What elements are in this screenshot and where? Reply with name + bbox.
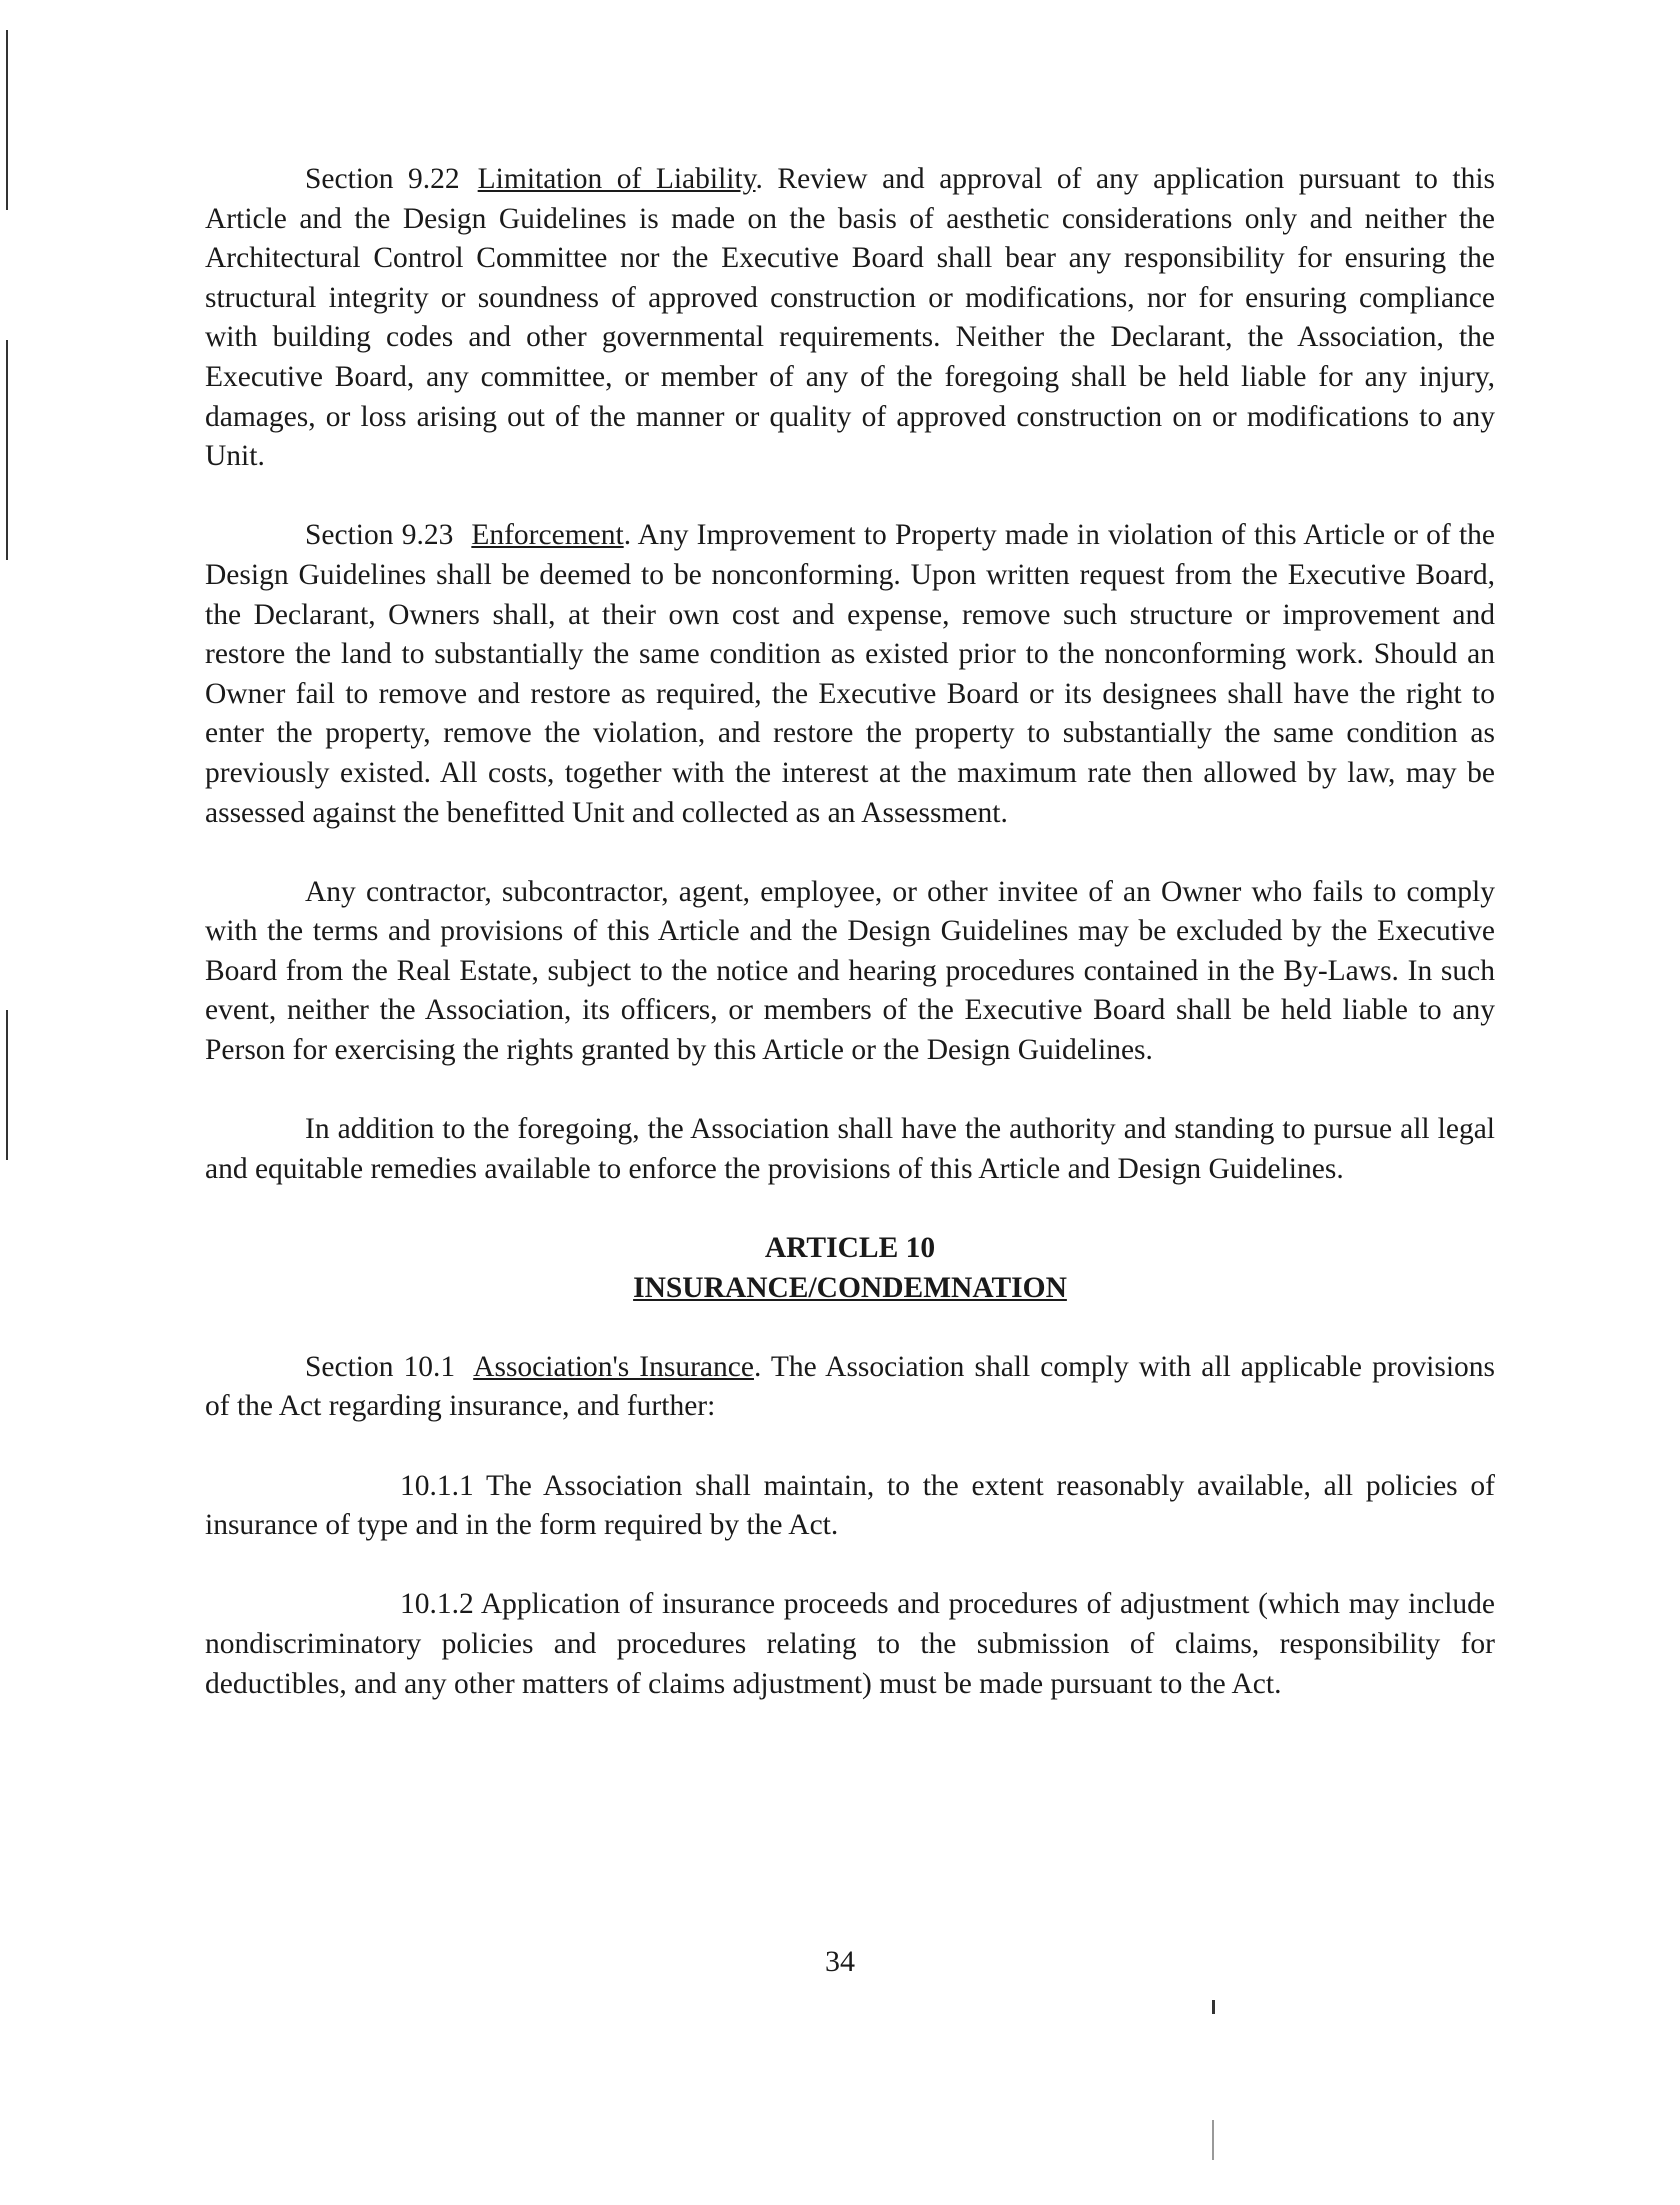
section-title: Enforcement	[471, 519, 624, 552]
spacer	[205, 1308, 1495, 1348]
section-9-22	[205, 160, 1495, 477]
subsection-10-1-1	[205, 1467, 1495, 1546]
scan-artifact-line	[6, 340, 8, 560]
scan-artifact-line	[6, 30, 8, 210]
scan-artifact-dot	[1212, 2000, 1215, 2014]
section-title: Limitation of Liability	[477, 163, 756, 195]
article-title: INSURANCE/CONDEMNATION	[633, 1271, 1067, 1304]
article-number: ARTICLE 10	[764, 1232, 936, 1265]
section-label: Section 9.22	[305, 163, 460, 195]
paragraph-contractors: Any contractor, subcontractor, agent, employee, or other invitee of an Owner who fails to comply with the terms and provisions of this Article and the Design Guidelines may be excluded by the Executive Board from the Real Estate, subject to the notice and hearing procedures contained in the By-Laws. In such event, neither the Association, its officers, or members of the Executive Board shall be held liable to any Person for exercising the rights granted by this Article or the Design Guidelines.	[205, 875, 1495, 1067]
section-label: Section 10.1	[305, 1350, 456, 1383]
section-body: . Review and approval of any application pursuant to this Article and the Design Guidelines is made on the basis of aesthetic considerations only and neither the Architectural Control Committee nor the Executive Board shall bear any responsibility for ensuring the structural integrity or soundness of approved construction or modifications, nor for ensuring compliance with building codes and other governmental requirements. Neither the Declarant, the Association, the Executive Board, any committee, or member of any of the foregoing shall be held liable for any injury, damages, or loss arising out of the manner or quality of approved construction on or modifications to any Unit.	[205, 163, 1495, 473]
spacer	[205, 1189, 1495, 1229]
section-label: Section 9.23	[305, 519, 454, 552]
spacer	[205, 1546, 1495, 1586]
spacer	[205, 477, 1495, 517]
page-number: 34	[825, 1945, 855, 1978]
paragraph-addition: In addition to the foregoing, the Association shall have the authority and standing to pursue all legal and equitable remedies available to enforce the provisions of this Article and Design Guidelines.	[205, 1113, 1495, 1185]
subsection-body: Application of insurance proceeds and procedures of adjustment (which may include nondiscriminatory policies and procedures relating to the submission of claims, responsibility for deductibles, and any other matters of claims adjustment) must be made pursuant to the Act.	[205, 1588, 1496, 1700]
page-content	[205, 160, 1495, 1704]
subsection-label: 10.1.1	[400, 1469, 474, 1502]
spacer	[205, 1071, 1495, 1111]
section-title: Association's Insurance	[473, 1350, 754, 1383]
section-10-1	[205, 1348, 1495, 1427]
spacer	[205, 1427, 1495, 1467]
scan-artifact-dot	[1212, 2120, 1214, 2160]
spacer	[205, 833, 1495, 873]
subsection-body: The Association shall maintain, to the extent reasonably available, all policies of insurance of type and in the form required by the Act.	[205, 1469, 1496, 1542]
section-9-23	[205, 516, 1495, 833]
scan-artifact-line	[6, 1010, 8, 1160]
subsection-10-1-2	[205, 1585, 1495, 1704]
section-body: . The Association shall comply with all applicable provisions of the Act regarding insurance, and further:	[205, 1350, 1495, 1423]
subsection-label: 10.1.2	[400, 1588, 474, 1621]
section-body: . Any Improvement to Property made in violation of this Article or of the Design Guidelines shall be deemed to be nonconforming. Upon written request from the Executive Board, the Declarant, Owners shall, at their own cost and expense, remove such structure or improvement and restore the land to substantially the same condition as existed prior to the nonconforming work. Should an Owner fail to remove and restore as required, the Executive Board or its designees shall have the right to enter the property, remove the violation, and restore the property to substantially the same condition as previously existed. All costs, together with the interest at the maximum rate then allowed by law, may be assessed against the benefitted Unit and collected as an Assessment.	[205, 519, 1495, 829]
